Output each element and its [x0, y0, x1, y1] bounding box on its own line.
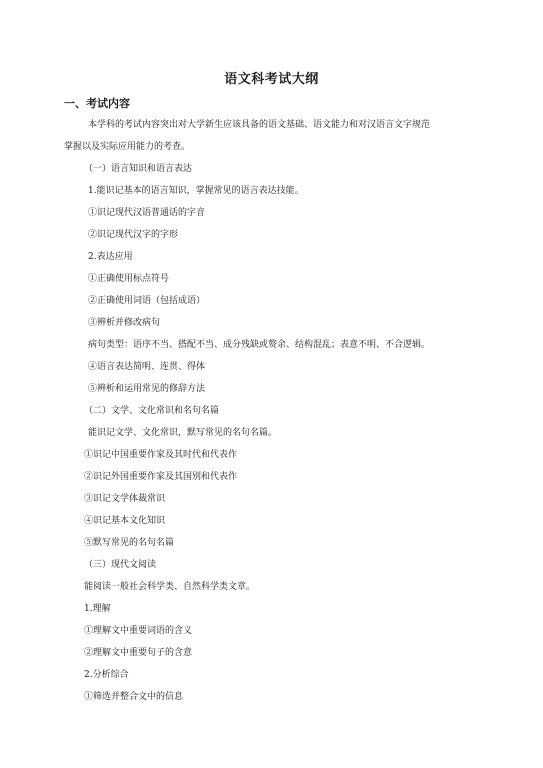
body-line: 能识记文学、文化常识，默写常见的名句名篇。 — [88, 428, 278, 438]
list-item: ④识记基本文化知识 — [84, 516, 166, 526]
list-item: 2.分析综合 — [84, 670, 129, 680]
section-heading: 一、考试内容 — [64, 97, 130, 110]
list-item: ⑤辨析和运用常见的修辞方法 — [88, 384, 206, 394]
list-item: ②识记外国重要作家及其国别和代表作 — [84, 472, 238, 482]
list-item: ⑤默写常见的名句名篇 — [84, 538, 175, 548]
list-item: 1.能识记基本的语言知识，掌握常见的语言表达技能。 — [88, 186, 304, 196]
body-line: 能阅读一般社会科学类、自然科学类文章。 — [84, 582, 256, 592]
subsection-heading-2: （二）文学、文化常识和名句名篇 — [84, 406, 220, 416]
list-item: 2.表达应用 — [88, 252, 133, 262]
list-item: ①理解文中重要词语的含义 — [84, 626, 193, 636]
subsection-heading-1: （一）语言知识和语言表达 — [84, 164, 193, 174]
document-title: 语文科考试大纲 — [224, 72, 319, 87]
body-line-intro-1: 本学科的考试内容突出对大学新生应该具备的语文基础、语文能力和对汉语言文字规范 — [88, 120, 431, 130]
body-line-sentence-types: 病句类型：语序不当、搭配不当、成分残缺或赘余、结构混乱；表意不明、不合逻辑。 — [88, 340, 431, 350]
subsection-heading-3: （三）现代文阅读 — [84, 560, 157, 570]
list-item: ①正确使用标点符号 — [88, 274, 170, 284]
list-item: 1.理解 — [84, 604, 111, 614]
list-item: ④语言表达简明、连贯、得体 — [88, 362, 206, 372]
body-line-intro-2: 掌握以及实际应用能力的考查。 — [64, 142, 191, 152]
list-item: ①筛选并整合文中的信息 — [84, 692, 184, 702]
list-item: ②识记现代汉字的字形 — [88, 230, 179, 240]
list-item: ③辨析并修改病句 — [88, 318, 161, 328]
list-item: ②正确使用词语（包括成语） — [88, 296, 206, 306]
list-item: ②理解文中重要句子的含意 — [84, 648, 193, 658]
list-item: ①识记中国重要作家及其时代和代表作 — [84, 450, 238, 460]
list-item: ①识记现代汉语普通话的字音 — [88, 208, 206, 218]
list-item: ③识记文学体裁常识 — [84, 494, 166, 504]
